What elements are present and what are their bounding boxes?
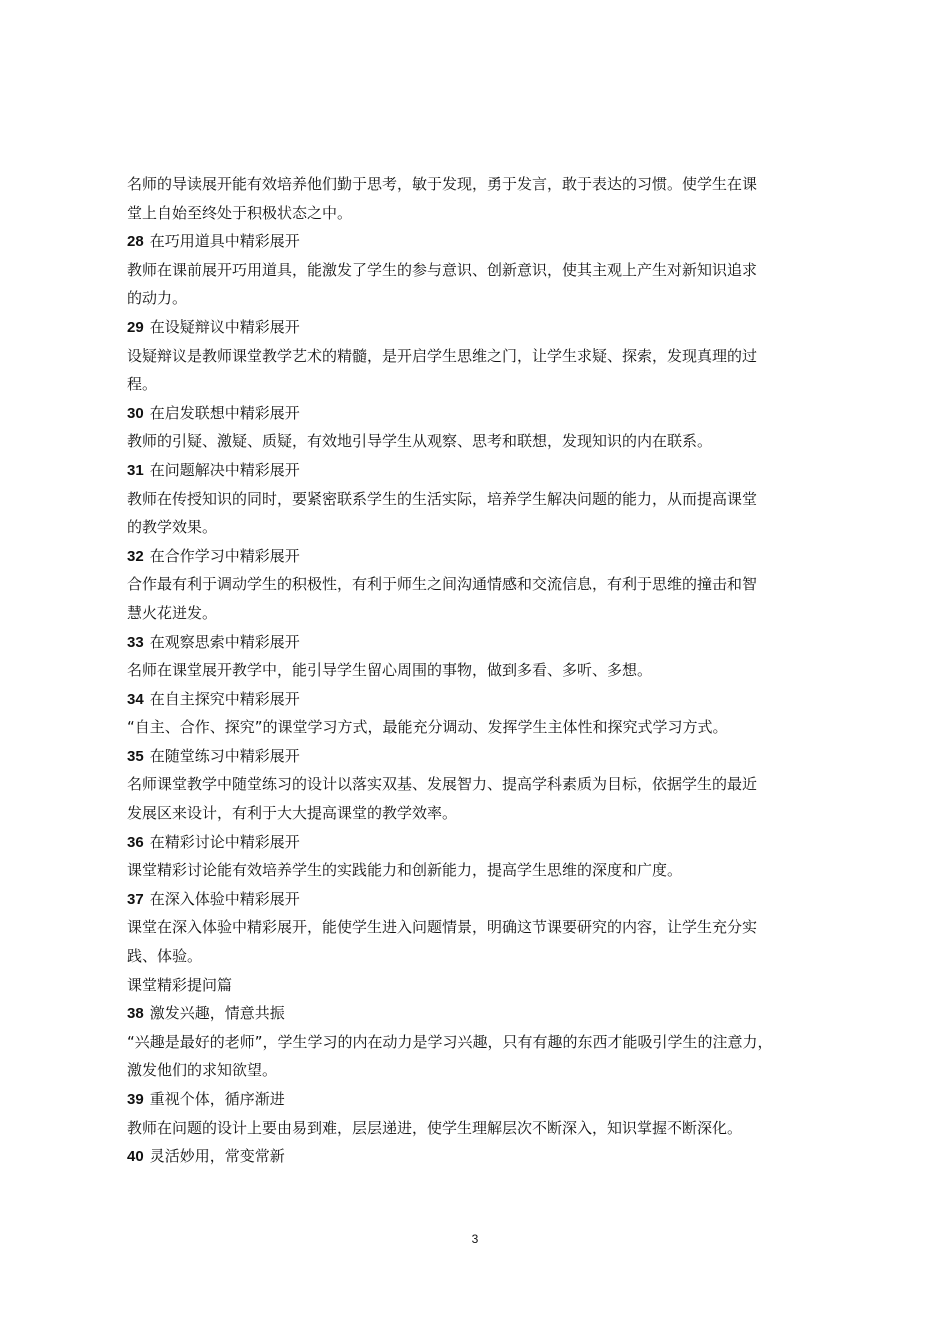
paragraph-line: 的教学效果。 [127,518,218,537]
heading-title: 在问题解决中精彩展开 [149,460,300,479]
paragraph-line: 践、体验。 [127,947,203,966]
heading-number: 36 [127,833,144,851]
section-heading [127,828,835,857]
heading-number: 38 [127,1005,144,1023]
section-heading [127,885,835,914]
section-heading [127,1085,835,1114]
paragraph-line: 合作最有利于调动学生的积极性，有利于师生之间沟通情感和交流信息，有利于思维的撞击和智 [127,575,758,594]
section-heading [127,685,835,714]
paragraph-line: “兴趣是最好的老师”，学生学习的内在动力是学习兴趣，只有有趣的东西才能吸引学生的注意力， [127,1032,773,1051]
heading-number: 29 [127,318,144,336]
heading-number: 35 [127,747,144,765]
section-heading [127,628,835,657]
section-heading [127,227,835,256]
section-heading [127,456,835,485]
heading-title: 激发兴趣，情意共振 [149,1004,285,1023]
section-heading [127,313,835,342]
document-body [127,170,835,1171]
page-number: 3 [471,1232,479,1246]
heading-title: 灵活妙用，常变常新 [149,1147,285,1166]
paragraph-line: 设疑辩议是教师课堂教学艺术的精髓，是开启学生思维之门，让学生求疑、探索，发现真理的过 [127,346,758,365]
paragraph-line: “自主、合作、探究”的课堂学习方式，最能充分调动、发挥学生主体性和探究式学习方式。 [127,718,728,737]
paragraph-line: 名师在课堂展开教学中，能引导学生留心周围的事物，做到多看、多听、多想。 [127,661,653,680]
heading-number: 40 [127,1148,144,1166]
paragraph-line: 发展区来设计，有利于大大提高课堂的教学效率。 [127,804,458,823]
section-heading [127,542,835,571]
heading-title: 在观察思索中精彩展开 [149,632,300,651]
section-heading [127,399,835,428]
paragraph-line: 教师在传授知识的同时，要紧密联系学生的生活实际，培养学生解决问题的能力，从而提高课堂 [127,489,758,508]
section-title: 课堂精彩提问篇 [127,975,233,994]
heading-title: 在启发联想中精彩展开 [149,403,300,422]
heading-number: 32 [127,547,144,565]
heading-title: 重视个体，循序渐进 [149,1090,285,1108]
heading-number: 30 [127,404,144,422]
heading-title: 在巧用道具中精彩展开 [149,232,300,251]
paragraph-line: 名师的导读展开能有效培养他们勤于思考，敏于发现，勇于发言，敢于表达的习惯。使学生在课 [127,175,758,193]
paragraph-line: 课堂在深入体验中精彩展开，能使学生进入问题情景，明确这节课要研究的内容，让学生充分实 [127,918,758,937]
heading-title: 在合作学习中精彩展开 [149,546,300,565]
paragraph-line: 名师课堂教学中随堂练习的设计以落实双基、发展智力、提高学科素质为目标，依据学生的最近 [127,775,758,794]
paragraph-line: 的动力。 [127,289,188,308]
heading-number: 39 [127,1091,144,1108]
heading-number: 31 [127,461,144,479]
heading-number: 28 [127,233,144,251]
heading-number: 37 [127,890,144,908]
heading-title: 在设疑辩议中精彩展开 [149,317,300,336]
paragraph-line: 激发他们的求知欲望。 [127,1061,278,1080]
paragraph-line: 教师的引疑、激疑、质疑，有效地引导学生从观察、思考和联想，发现知识的内在联系。 [127,432,713,451]
paragraph-line: 堂上自始至终处于积极状态之中。 [127,203,353,222]
section-heading [127,1142,835,1171]
heading-title: 在自主探究中精彩展开 [149,689,300,708]
section-heading [127,999,835,1028]
paragraph-line: 课堂精彩讨论能有效培养学生的实践能力和创新能力，提高学生思维的深度和广度。 [127,861,683,880]
paragraph-line: 教师在问题的设计上要由易到难，层层递进，使学生理解层次不断深入，知识掌握不断深化。 [127,1118,743,1137]
heading-title: 在精彩讨论中精彩展开 [149,832,300,851]
heading-title: 在深入体验中精彩展开 [149,889,300,908]
paragraph-line: 慧火花迸发。 [127,603,218,622]
heading-number: 33 [127,633,144,651]
paragraph-line: 教师在课前展开巧用道具，能激发了学生的参与意识、创新意识，使其主观上产生对新知识追求 [127,260,758,279]
heading-number: 34 [127,690,144,708]
section-heading [127,742,835,771]
heading-title: 在随堂练习中精彩展开 [149,746,300,765]
paragraph-line: 程。 [127,375,158,394]
